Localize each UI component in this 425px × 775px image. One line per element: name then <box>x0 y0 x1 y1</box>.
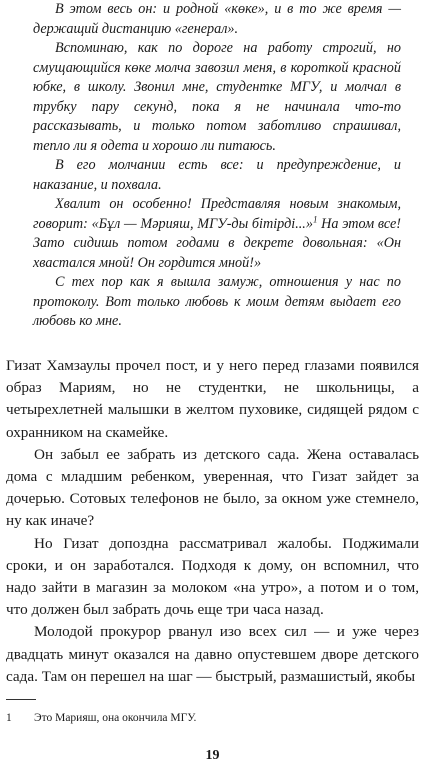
footnote-reference[interactable]: 1 <box>312 213 318 224</box>
body-paragraph: Молодой прокурор рванул изо всех сил — и уже через двадцать минут оказался на давно опустевшем дворе детского сада. Там он перешел на шаг — быстрый, размашистый, якобы <box>6 623 419 685</box>
footnote <box>6 711 406 725</box>
body-paragraph: Гизат Хамзаулы прочел пост, и у него перед глазами появился образ Мариям, но не студентки, не школьницы, а четырехлетней малышки в желтом пуховике, сидящей рядом с охранником на скамейке. <box>6 357 419 441</box>
quote-paragraph: С тех пор как я вышла замуж, отношения у нас по протоколу. Вот только любовь к моим детям выдает его любовь ко мне. <box>33 274 401 329</box>
body-text <box>6 355 419 688</box>
quote-paragraph: В этом весь он: и родной «көке», и в то же время — держащий дистанцию «генерал». <box>33 1 401 37</box>
page-number: 19 <box>205 748 220 763</box>
body-paragraph: Но Гизат допоздна рассматривал жалобы. Поджимали сроки, и он заработался. Подходя к дому, он вспомнил, что надо зайти в магазин за молоком «на утро», а потом и о том, что должен был забрать дочь еще три часа назад. <box>6 534 419 619</box>
quote-text: На этом все! Зато сидишь потом годами в декрете довольная: «Он хвастался мной! Он гордится мной!» <box>33 215 401 271</box>
quote-paragraph: В его молчании есть все: и предупреждение, и наказание, и похвала. <box>33 157 401 193</box>
footnote-text: Это Марияш, она окончила МГУ. <box>34 712 197 724</box>
quote-paragraph: Вспоминаю, как по дороге на работу строгий, но смущающийся көке молча завозил меня, в короткой красной юбке, в школу. Звонил мне, студентке МГУ, и молчал в трубку пару секунд, пока я не начинала что-то рассказывать, и только потом заботливо спрашивал, тепло ли я одета и хорошо ли питаюсь. <box>33 40 401 154</box>
body-paragraph: Он забыл ее забрать из детского сада. Жена оставалась дома с младшим ребенком, уверенная, что Гизат зайдет за дочерью. Сотовых телефонов не было, за окном уже стемнело, ну как иначе? <box>6 445 419 530</box>
footnote-mark: 1 <box>6 712 12 724</box>
italic-quote-block <box>33 0 401 332</box>
footnote-divider <box>6 699 36 700</box>
quote-paragraph <box>33 195 401 273</box>
quote-text: Хвалит он особенно! Представляя новым знакомым, говорит: «Бұл — Мәрияш, МГУ-ды бітірді...» <box>33 196 401 232</box>
